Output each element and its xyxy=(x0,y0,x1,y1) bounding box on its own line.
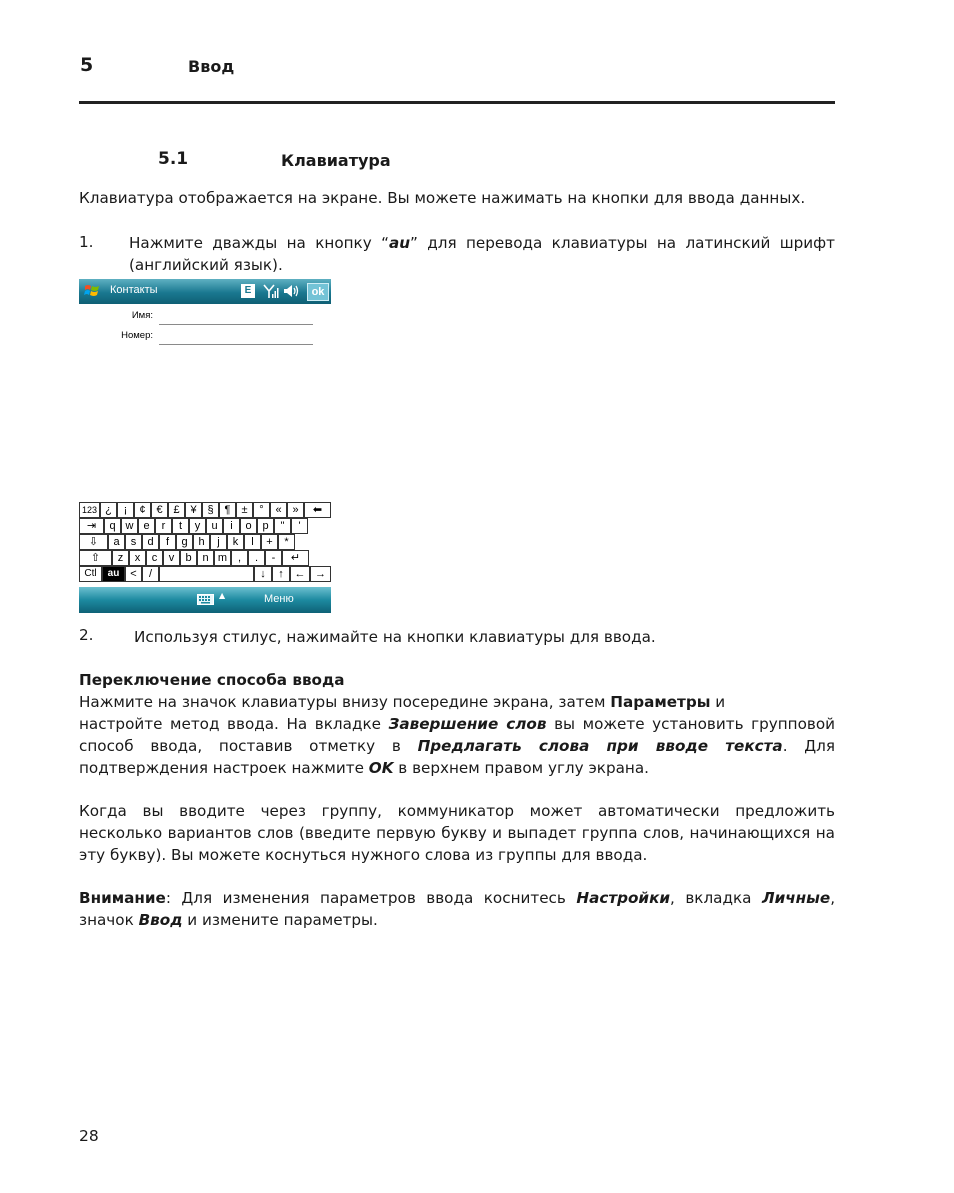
signal-icon[interactable] xyxy=(263,283,279,299)
keyboard-row-2 xyxy=(79,518,331,535)
key[interactable]: ← xyxy=(290,566,310,582)
enter-key[interactable]: ↵ xyxy=(282,550,309,566)
key[interactable]: b xyxy=(180,550,197,566)
ok-button[interactable]: ok xyxy=(307,283,329,301)
key[interactable]: + xyxy=(261,534,278,550)
menu-softkey[interactable]: Меню xyxy=(264,593,294,605)
key[interactable]: x xyxy=(129,550,146,566)
note-paragraph: Внимание: Для изменения параметров ввода коснитесь Настройки, вкладка Личные, значок Ввод и измените параметры. xyxy=(79,889,836,929)
key[interactable]: f xyxy=(159,534,176,550)
key[interactable]: e xyxy=(138,518,155,534)
key[interactable]: → xyxy=(310,566,331,582)
key[interactable]: ' xyxy=(291,518,308,534)
key[interactable]: y xyxy=(189,518,206,534)
group-paragraph: Когда вы вводите через группу, коммуникатор может автоматически предложить несколько вариантов слов (введите первую букву и выпадет группа слов, начинающихся на эту букву). Вы можете коснуться нужного слова из группы для ввода. xyxy=(79,802,835,864)
key[interactable]: ¥ xyxy=(185,502,202,518)
key[interactable]: t xyxy=(172,518,189,534)
key[interactable]: p xyxy=(257,518,274,534)
key[interactable]: d xyxy=(142,534,159,550)
backspace-key[interactable]: ⬅ xyxy=(304,502,331,518)
key[interactable]: ¡ xyxy=(117,502,134,518)
key[interactable]: ° xyxy=(253,502,270,518)
step2-number: 2. xyxy=(79,626,94,644)
key[interactable]: g xyxy=(176,534,193,550)
step2-text: Используя стилус, нажимайте на кнопки клавиатуры для ввода. xyxy=(134,628,656,646)
switch-heading: Переключение способа ввода xyxy=(79,671,345,689)
space-key[interactable] xyxy=(159,566,254,582)
keyboard-row-3 xyxy=(79,534,331,551)
key[interactable]: h xyxy=(193,534,210,550)
key[interactable]: « xyxy=(270,502,287,518)
key[interactable]: » xyxy=(287,502,304,518)
page-number: 28 xyxy=(79,1127,99,1145)
section-title: Клавиатура xyxy=(281,151,391,170)
keyboard-row-4 xyxy=(79,550,331,567)
caps-key[interactable]: ⇩ xyxy=(79,534,108,550)
chapter-rule xyxy=(79,101,835,104)
tab-key[interactable]: ⇥ xyxy=(79,518,104,534)
key[interactable]: z xyxy=(112,550,129,566)
chevron-up-icon[interactable]: ▲ xyxy=(219,591,226,600)
key[interactable]: c xyxy=(146,550,163,566)
key[interactable]: i xyxy=(223,518,240,534)
key[interactable]: s xyxy=(125,534,142,550)
key[interactable]: o xyxy=(240,518,257,534)
section-number: 5.1 xyxy=(158,149,189,169)
key[interactable]: k xyxy=(227,534,244,550)
key[interactable]: . xyxy=(248,550,265,566)
keyboard-row-1 xyxy=(79,502,331,519)
key[interactable]: m xyxy=(214,550,231,566)
au-key[interactable]: au xyxy=(102,566,125,582)
key[interactable]: * xyxy=(278,534,295,550)
key[interactable]: q xyxy=(104,518,121,534)
keyboard-row-5 xyxy=(79,566,331,583)
bottom-bar xyxy=(79,587,331,613)
key-spacer xyxy=(308,518,331,534)
key[interactable]: ↑ xyxy=(272,566,290,582)
app-title: Контакты xyxy=(110,284,158,296)
number-field[interactable] xyxy=(159,344,313,345)
key[interactable]: ↓ xyxy=(254,566,272,582)
key[interactable]: - xyxy=(265,550,282,566)
intro-paragraph: Клавиатура отображается на экране. Вы можете нажимать на кнопки для ввода данных. xyxy=(79,189,806,207)
title-bar xyxy=(79,279,331,304)
key[interactable]: r xyxy=(155,518,172,534)
key[interactable]: ± xyxy=(236,502,253,518)
keyboard-icon[interactable] xyxy=(197,594,214,605)
key-123[interactable]: 123 xyxy=(79,502,100,518)
speaker-icon[interactable] xyxy=(283,283,301,299)
key[interactable]: j xyxy=(210,534,227,550)
key[interactable]: u xyxy=(206,518,223,534)
name-field[interactable] xyxy=(159,324,313,325)
step1-number: 1. xyxy=(79,233,94,251)
key[interactable]: ¶ xyxy=(219,502,236,518)
switch-paragraph xyxy=(79,691,835,779)
number-field-label: Номер: xyxy=(121,330,153,341)
key[interactable]: a xyxy=(108,534,125,550)
ctl-key[interactable]: Ctl xyxy=(79,566,102,582)
key[interactable]: / xyxy=(142,566,159,582)
edge-indicator: E xyxy=(241,284,255,298)
step1-text: Нажмите дважды на кнопку “au” для перевода клавиатуры на латинский шрифт (английский язык). xyxy=(129,234,836,274)
switch-body: настройте метод ввода. На вкладке Завершение слов вы можете установить групповой способ ввода, поставив отметку в Предлагать слова при вводе текста. Для подтверждения настроек нажмите OK в верхнем правом углу экрана. xyxy=(79,715,835,777)
phone-screenshot xyxy=(79,279,331,613)
key-spacer xyxy=(295,534,331,550)
key[interactable]: v xyxy=(163,550,180,566)
key[interactable]: " xyxy=(274,518,291,534)
name-field-label: Имя: xyxy=(131,310,153,321)
key[interactable]: § xyxy=(202,502,219,518)
key[interactable]: n xyxy=(197,550,214,566)
windows-start-icon[interactable] xyxy=(84,283,100,299)
chapter-number: 5 xyxy=(80,54,94,76)
switch-line-1: Нажмите на значок клавиатуры внизу посередине экрана, затем Параметры и xyxy=(79,693,726,711)
key[interactable]: w xyxy=(121,518,138,534)
key[interactable]: € xyxy=(151,502,168,518)
key[interactable]: < xyxy=(125,566,142,582)
shift-key[interactable]: ⇧ xyxy=(79,550,112,566)
chapter-title: Ввод xyxy=(188,57,235,76)
key[interactable]: , xyxy=(231,550,248,566)
key[interactable]: ¿ xyxy=(100,502,117,518)
key[interactable]: £ xyxy=(168,502,185,518)
key[interactable]: l xyxy=(244,534,261,550)
key[interactable]: ¢ xyxy=(134,502,151,518)
